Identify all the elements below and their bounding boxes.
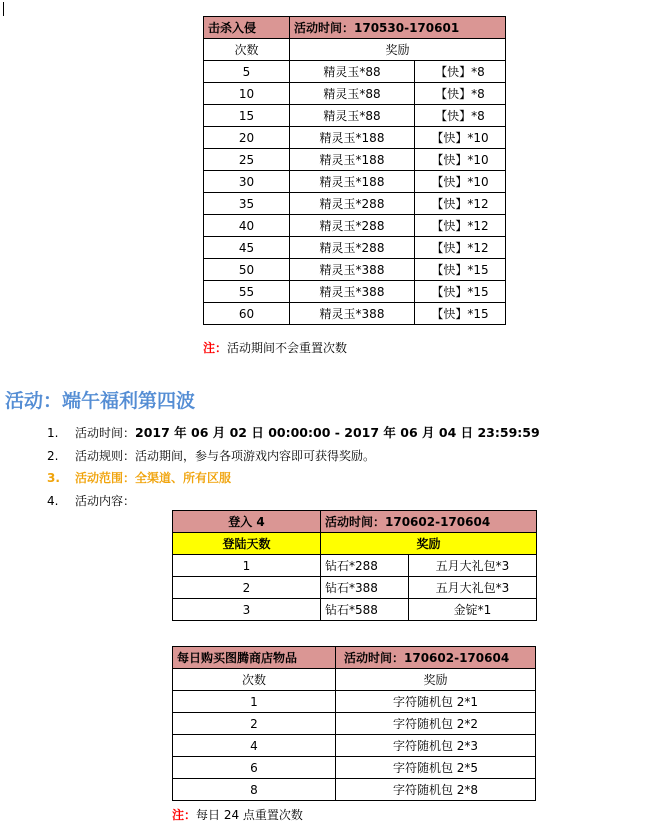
table-cell: 1: [173, 555, 321, 577]
table-cell: 精灵玉*188: [290, 127, 415, 149]
table-cell: 25: [204, 149, 290, 171]
table-row: [204, 237, 506, 259]
table-row: [204, 83, 506, 105]
table-cell: 8: [173, 779, 336, 801]
list-item-rules: [47, 445, 540, 468]
table-cell: 55: [204, 281, 290, 303]
table-cell: 五月大礼包*3: [409, 577, 537, 599]
table3-note: [172, 806, 303, 823]
table-cell: 4: [173, 735, 336, 757]
table-row: [173, 691, 536, 713]
table-cell: 【快】*12: [415, 215, 506, 237]
table-cell: 精灵玉*188: [290, 149, 415, 171]
table-row: [173, 757, 536, 779]
table-cell: 15: [204, 105, 290, 127]
login-reward-table: [172, 510, 537, 621]
table-cell: 钻石*588: [321, 599, 409, 621]
list-number: 1.: [47, 426, 59, 440]
table1-note: [203, 339, 347, 356]
table-cell: 【快】*8: [415, 61, 506, 83]
table-cell: 字符随机包 2*1: [336, 691, 536, 713]
table-cell: 精灵玉*288: [290, 215, 415, 237]
list-label: 活动时间：: [75, 426, 136, 440]
table-row: [204, 105, 506, 127]
table-cell: 10: [204, 83, 290, 105]
list-label: 活动内容：: [75, 493, 136, 508]
table-header-row: [204, 17, 506, 39]
table-cell: 20: [204, 127, 290, 149]
note-label: 注：: [172, 808, 197, 822]
table-row: [173, 735, 536, 757]
table-row: [204, 149, 506, 171]
table-cell: 精灵玉*288: [290, 193, 415, 215]
activity-time-cell: 活动时间：170602-170604: [321, 511, 537, 533]
table-cell: 精灵玉*188: [290, 171, 415, 193]
activity-rules-value: 活动期间，参与各项游戏内容即可获得奖励。: [135, 448, 376, 463]
table-cell: 1: [173, 691, 336, 713]
table-cell: 【快】*12: [415, 237, 506, 259]
table-cell: 6: [173, 757, 336, 779]
column-reward-header: 奖励: [290, 39, 506, 61]
table-cell: 50: [204, 259, 290, 281]
table-row: [204, 127, 506, 149]
table-cell: 30: [204, 171, 290, 193]
section-title: 活动：端午福利第四波: [5, 390, 196, 412]
list-number: 2.: [47, 448, 59, 463]
table-row: [173, 713, 536, 735]
table-cell: 金锭*1: [409, 599, 537, 621]
list-label: 活动规则：: [75, 448, 136, 463]
table-row: [173, 599, 537, 621]
activity-time-value: 2017 年 06 月 02 日 00:00:00 - 2017 年 06 月 04 日 23:59:59: [135, 425, 540, 440]
table-row: [173, 779, 536, 801]
kill-invasion-table: [203, 16, 506, 325]
table-cell: 35: [204, 193, 290, 215]
table-title-cell: 击杀入侵: [204, 17, 290, 39]
table-cell: 字符随机包 2*8: [336, 779, 536, 801]
table-cell: 3: [173, 599, 321, 621]
activity-time-cell: 活动时间：170602-170604: [336, 647, 536, 669]
text-cursor: [3, 2, 4, 16]
table-subheader-row: [173, 669, 536, 691]
table-row: [173, 555, 537, 577]
note-label: 注：: [203, 341, 228, 355]
table-row: [204, 303, 506, 325]
column-reward-header: 奖励: [336, 669, 536, 691]
table-row: [204, 193, 506, 215]
table-cell: 精灵玉*388: [290, 259, 415, 281]
table-subheader-row: [204, 39, 506, 61]
list-label: 活动范围：: [75, 471, 136, 486]
note-text: 活动期间不会重置次数: [227, 341, 348, 355]
table-cell: 5: [204, 61, 290, 83]
table-cell: 字符随机包 2*5: [336, 757, 536, 779]
table-cell: 钻石*388: [321, 577, 409, 599]
table-cell: 钻石*288: [321, 555, 409, 577]
list-item-scope: [47, 467, 540, 490]
table-cell: 【快】*8: [415, 83, 506, 105]
table-cell: 【快】*10: [415, 171, 506, 193]
table-cell: 【快】*8: [415, 105, 506, 127]
note-text: 每日 24 点重置次数: [196, 808, 303, 822]
table-cell: 45: [204, 237, 290, 259]
table-cell: 2: [173, 577, 321, 599]
table-cell: 【快】*15: [415, 259, 506, 281]
table-cell: 字符随机包 2*2: [336, 713, 536, 735]
table-cell: 精灵玉*388: [290, 281, 415, 303]
list-item-content: [47, 490, 540, 513]
activity-scope-value: 全渠道、所有区服: [135, 471, 232, 486]
table-title-cell: 每日购买图腾商店物品: [173, 647, 336, 669]
list-number: 4.: [47, 493, 59, 508]
table-cell: 字符随机包 2*3: [336, 735, 536, 757]
table-header-row: [173, 647, 536, 669]
table-cell: 【快】*15: [415, 281, 506, 303]
table-header-row: [173, 511, 537, 533]
column-count-header: 次数: [204, 39, 290, 61]
table-row: [204, 171, 506, 193]
list-item-time: [47, 422, 540, 445]
column-days-header: 登陆天数: [173, 533, 321, 555]
table-cell: 五月大礼包*3: [409, 555, 537, 577]
table-cell: 【快】*10: [415, 127, 506, 149]
table-cell: 【快】*15: [415, 303, 506, 325]
list-number: 3.: [47, 471, 60, 486]
column-count-header: 次数: [173, 669, 336, 691]
totem-shop-table: [172, 646, 536, 801]
activity-time-cell: 活动时间：170530-170601: [290, 17, 506, 39]
table-row: [204, 215, 506, 237]
table-row: [173, 577, 537, 599]
table-cell: 60: [204, 303, 290, 325]
table-row: [204, 61, 506, 83]
table-cell: 精灵玉*88: [290, 105, 415, 127]
table-subheader-row: [173, 533, 537, 555]
table-cell: 【快】*10: [415, 149, 506, 171]
table-cell: 2: [173, 713, 336, 735]
table-title-cell: 登入 4: [173, 511, 321, 533]
table-cell: 40: [204, 215, 290, 237]
column-reward-header: 奖励: [321, 533, 537, 555]
table-cell: 精灵玉*88: [290, 83, 415, 105]
table-row: [204, 259, 506, 281]
table-cell: 精灵玉*288: [290, 237, 415, 259]
table-cell: 【快】*12: [415, 193, 506, 215]
table-cell: 精灵玉*388: [290, 303, 415, 325]
table-row: [204, 281, 506, 303]
table-cell: 精灵玉*88: [290, 61, 415, 83]
activity-info-list: [47, 422, 540, 512]
